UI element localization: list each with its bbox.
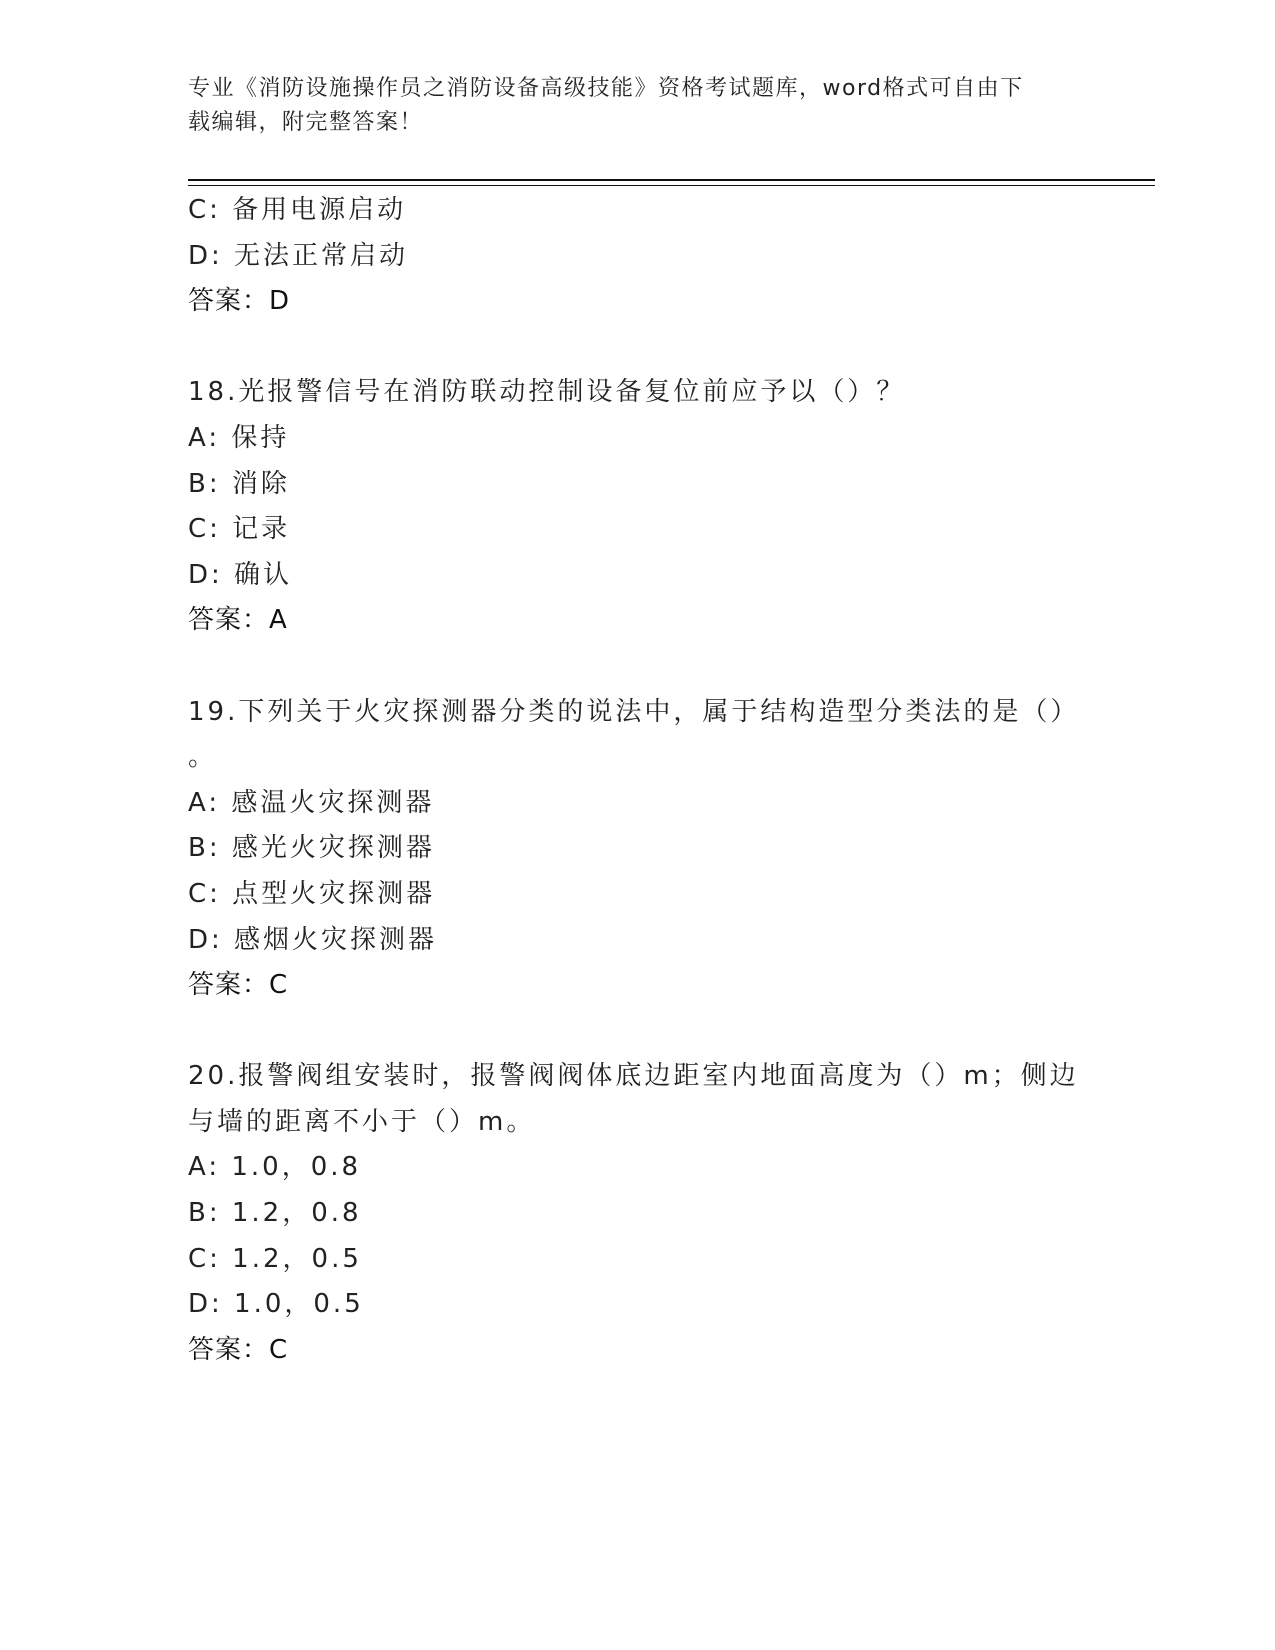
question-stem: 18.光报警信号在消防联动控制设备复位前应予以（）？ (188, 377, 906, 408)
header-line-2: 载编辑，附完整答案！ (188, 110, 424, 135)
spacer (188, 644, 1088, 690)
spacer (188, 1009, 1088, 1055)
option-c: C: 备用电源启动 (188, 195, 407, 225)
question-content (188, 188, 1088, 1373)
option-d: D: 感烟火灾探测器 (188, 924, 438, 955)
document-header (188, 72, 1068, 140)
question-stem: 20.报警阀组安装时，报警阀阀体底边距室内地面高度为（）m；侧边 (188, 1061, 1079, 1092)
question-18 (188, 370, 1088, 644)
spacer (188, 325, 1088, 371)
option-b: B: 1.2，0.8 (188, 1198, 362, 1229)
question-19 (188, 690, 1088, 1009)
question-stem-continuation: 。 (188, 742, 218, 773)
header-divider-thin (188, 185, 1155, 186)
answer-line: 答案：C (188, 1334, 289, 1365)
option-a: A: 保持 (188, 422, 290, 453)
question-20 (188, 1054, 1088, 1373)
option-b: B: 感光火灾探测器 (188, 833, 435, 864)
answer-line: 答案：D (188, 286, 291, 317)
option-d: D: 1.0，0.5 (188, 1289, 364, 1320)
option-c: C: 点型火灾探测器 (188, 878, 436, 909)
option-a: A: 1.0，0.8 (188, 1152, 362, 1183)
answer-line: 答案：A (188, 605, 288, 636)
header-line-1: 专业《消防设施操作员之消防设备高级技能》资格考试题库，word格式可自由下 (188, 76, 1024, 101)
answer-line: 答案：C (188, 970, 289, 1001)
option-d: D: 确认 (188, 559, 293, 590)
question-stem: 19.下列关于火灾探测器分类的说法中，属于结构造型分类法的是（） (188, 696, 1080, 727)
option-a: A: 感温火灾探测器 (188, 787, 435, 818)
option-c: C: 1.2，0.5 (188, 1243, 362, 1274)
option-d: D: 无法正常启动 (188, 240, 409, 271)
option-b: B: 消除 (188, 468, 290, 499)
previous-question-continuation (188, 188, 1088, 325)
option-c: C: 记录 (188, 514, 291, 545)
header-divider-thick (188, 179, 1155, 181)
question-stem-continuation: 与墙的距离不小于（）m。 (188, 1106, 536, 1137)
